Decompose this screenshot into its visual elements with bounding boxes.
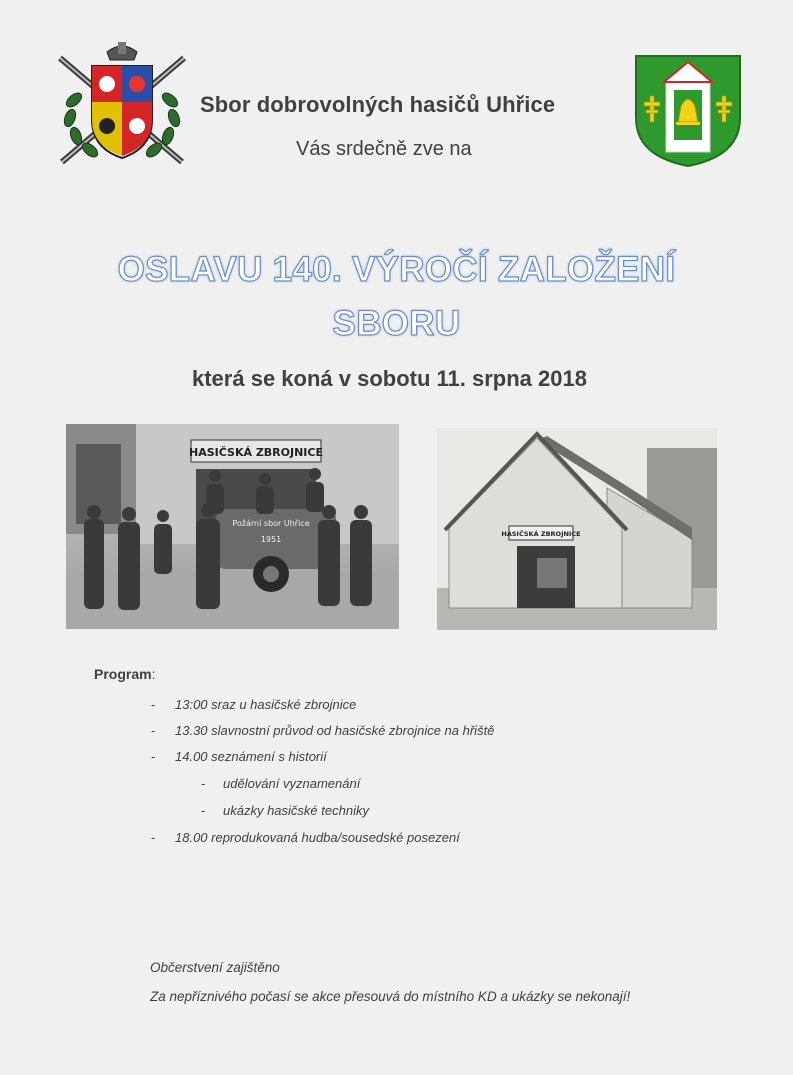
photo2-sign-text: HASIČSKÁ ZBROJNICE bbox=[501, 530, 581, 538]
invitation-text: Vás srdečně zve na bbox=[296, 138, 472, 160]
organization-name: Sbor dobrovolných hasičů Uhřice bbox=[200, 92, 556, 117]
village-coat-of-arms-logo bbox=[632, 52, 744, 168]
weather-note: Za nepříznivého počasí se akce přesouvá do místního KD a ukázky se nekonají! bbox=[150, 989, 631, 1004]
list-bullet: - bbox=[151, 749, 156, 764]
program-item: 13.30 slavnostní průvod od hasičské zbrojnice na hřiště bbox=[175, 723, 495, 738]
photo1-sign-text: HASIČSKÁ ZBROJNICE bbox=[189, 446, 323, 459]
program-item: 14.00 seznámení s historií bbox=[175, 749, 327, 764]
program-subitem: ukázky hasičské techniky bbox=[223, 803, 369, 818]
historical-firefighters-photo bbox=[66, 424, 399, 629]
list-bullet: - bbox=[201, 776, 206, 791]
event-date: která se koná v sobotu 11. srpna 2018 bbox=[192, 366, 587, 391]
event-title-line-1: OSLAVU 140. VÝROČÍ ZALOŽENÍ bbox=[117, 250, 676, 289]
program-subitem: udělování vyznamenání bbox=[223, 776, 361, 791]
refreshments-note: Občerstvení zajištěno bbox=[150, 960, 280, 975]
photo1-truck-year: 1951 bbox=[260, 535, 282, 544]
program-item: 18.00 reprodukovaná hudba/sousedské posezení bbox=[175, 830, 460, 845]
list-bullet: - bbox=[201, 803, 206, 818]
list-bullet: - bbox=[151, 697, 156, 712]
event-title-line-2: SBORU bbox=[332, 304, 461, 343]
fire-station-building-photo bbox=[437, 428, 717, 630]
firefighters-emblem-logo bbox=[52, 40, 192, 170]
list-bullet: - bbox=[151, 830, 156, 845]
program-item: 13:00 sraz u hasičské zbrojnice bbox=[175, 697, 357, 712]
program-label: Program: bbox=[94, 666, 156, 682]
list-bullet: - bbox=[151, 723, 156, 738]
photo1-truck-text: Požární sbor Uhřice bbox=[232, 519, 310, 528]
